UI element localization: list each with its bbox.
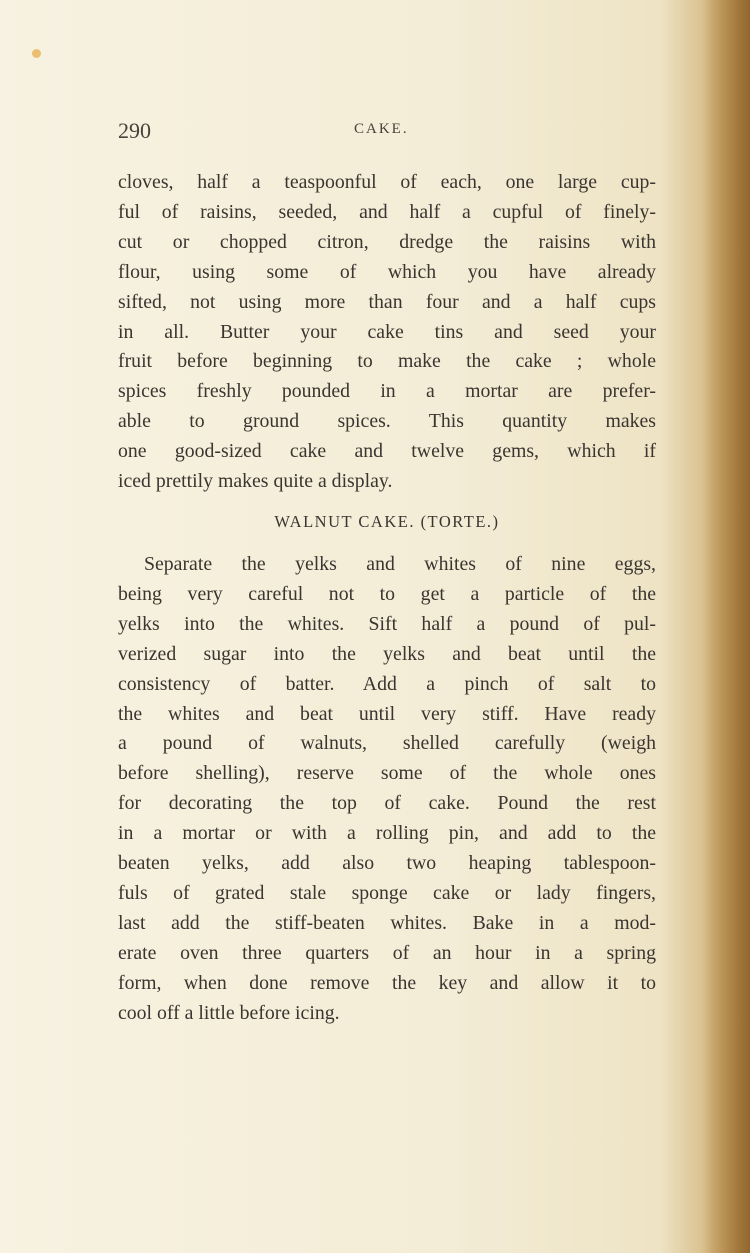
text-line: flour, using some of which you have already xyxy=(118,260,656,283)
page-edge-shadow xyxy=(702,0,750,1253)
paper-stain xyxy=(32,49,41,58)
text-line: the whites and beat until very stiff. Have ready xyxy=(118,702,656,725)
text-line: ful of raisins, seeded, and half a cupful of finely- xyxy=(118,200,656,223)
text-line: being very careful not to get a particle of the xyxy=(118,582,656,605)
running-head: CAKE. xyxy=(354,121,409,137)
text-line: cool off a little before icing. xyxy=(118,1001,340,1024)
page-header xyxy=(118,118,658,148)
paragraph-cake-recipe-continued xyxy=(118,168,656,497)
text-line: cut or chopped citron, dredge the raisins with xyxy=(118,230,656,253)
text-line: able to ground spices. This quantity makes xyxy=(118,410,656,433)
page-number: 290 xyxy=(118,118,151,143)
text-line: erate oven three quarters of an hour in a spring xyxy=(118,941,656,964)
text-line: in a mortar or with a rolling pin, and add to the xyxy=(118,822,656,845)
text-line: for decorating the top of cake. Pound the rest xyxy=(118,792,656,815)
text-line: form, when done remove the key and allow it to xyxy=(118,971,656,994)
text-line: last add the stiff-beaten whites. Bake in a mod- xyxy=(118,911,656,934)
text-line: iced prettily makes quite a display. xyxy=(118,470,393,493)
text-line: cloves, half a teaspoonful of each, one large cup- xyxy=(118,171,656,193)
text-line: fuls of grated stale sponge cake or lady fingers, xyxy=(118,881,656,904)
text-line: sifted, not using more than four and a half cups xyxy=(118,290,656,313)
section-heading-walnut-cake: WALNUT CAKE. (TORTE.) xyxy=(274,512,500,531)
text-line: beaten yelks, add also two heaping tablespoon- xyxy=(118,852,656,875)
paragraph-walnut-cake-recipe xyxy=(118,550,656,1029)
text-line: yelks into the whites. Sift half a pound of pul- xyxy=(118,612,656,635)
text-line: fruit before beginning to make the cake ; whole xyxy=(118,350,656,373)
text-line: before shelling), reserve some of the whole ones xyxy=(118,762,656,785)
text-line: Separate the yelks and whites of nine eggs, xyxy=(144,553,656,575)
text-line: in all. Butter your cake tins and seed your xyxy=(118,320,656,343)
text-line: consistency of batter. Add a pinch of salt to xyxy=(118,672,656,695)
text-line: spices freshly pounded in a mortar are prefer- xyxy=(118,380,656,403)
text-line: one good-sized cake and twelve gems, which if xyxy=(118,440,656,463)
text-line: verized sugar into the yelks and beat until the xyxy=(118,642,656,665)
text-line: a pound of walnuts, shelled carefully (weigh xyxy=(118,732,656,755)
